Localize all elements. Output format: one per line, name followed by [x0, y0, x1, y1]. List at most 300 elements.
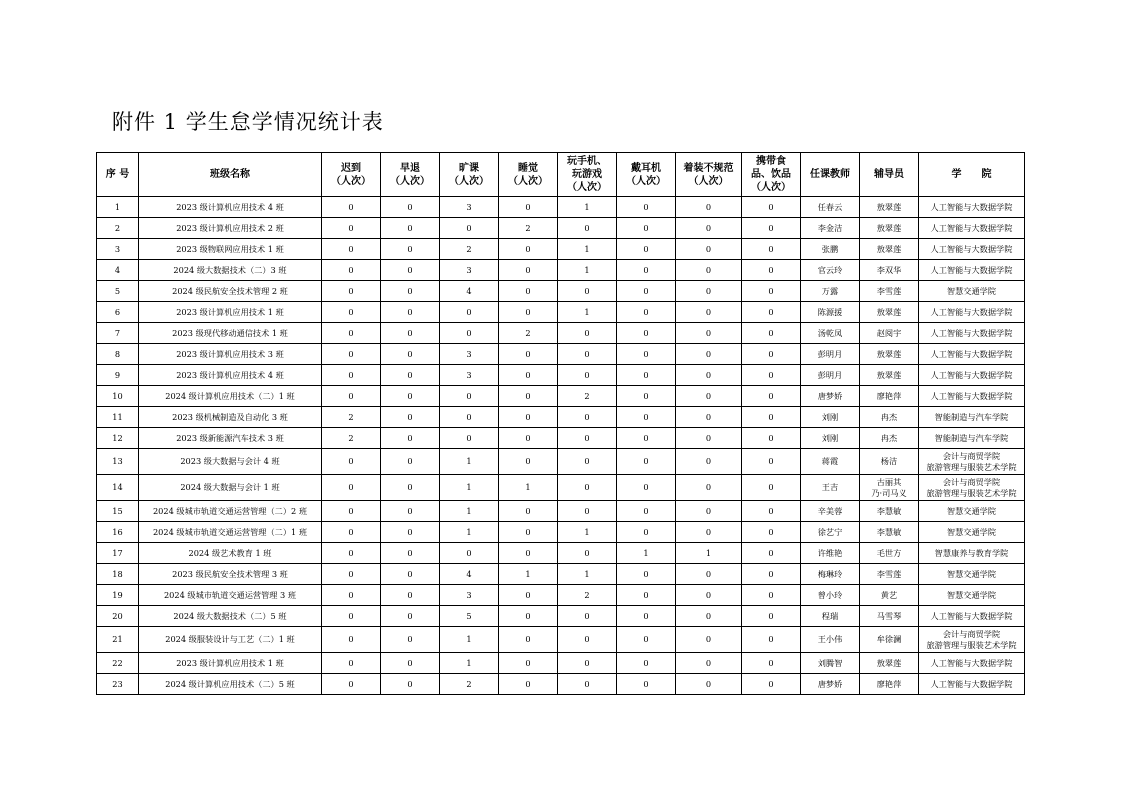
teacher-name: 刘刚 — [801, 407, 860, 428]
leave-early-count: 0 — [381, 449, 440, 475]
row-index: 11 — [97, 407, 139, 428]
class-name: 2024 级城市轨道交通运营管理 3 班 — [139, 585, 322, 606]
truancy-count: 0 — [440, 407, 499, 428]
page-title: 附件 1 学生怠学情况统计表 — [112, 110, 384, 134]
earphones-count: 0 — [617, 386, 676, 407]
row-index: 7 — [97, 323, 139, 344]
table-row — [97, 543, 1025, 564]
header-dress-code: 着装不规范 （人次） — [676, 153, 742, 197]
food-drink-count: 0 — [742, 323, 801, 344]
header-phone-gaming: 玩手机、 玩游戏 （人次） — [558, 153, 617, 197]
row-index: 4 — [97, 260, 139, 281]
phone-gaming-count: 0 — [558, 475, 617, 501]
college-name: 人工智能与大数据学院 — [919, 386, 1025, 407]
late-count: 0 — [322, 501, 381, 522]
leave-early-count: 0 — [381, 260, 440, 281]
earphones-count: 0 — [617, 564, 676, 585]
class-name: 2023 级计算机应用技术 1 班 — [139, 302, 322, 323]
earphones-count: 0 — [617, 627, 676, 653]
table-row — [97, 522, 1025, 543]
absenteeism-table — [96, 152, 1025, 695]
earphones-count: 0 — [617, 302, 676, 323]
leave-early-count: 0 — [381, 653, 440, 674]
leave-early-count: 0 — [381, 239, 440, 260]
table-row — [97, 281, 1025, 302]
counselor-name: 敖翠莲 — [860, 197, 919, 218]
earphones-count: 0 — [617, 344, 676, 365]
table-row — [97, 407, 1025, 428]
truancy-count: 0 — [440, 302, 499, 323]
earphones-count: 0 — [617, 260, 676, 281]
dress-code-count: 0 — [676, 627, 742, 653]
sleeping-count: 0 — [499, 606, 558, 627]
leave-early-count: 0 — [381, 627, 440, 653]
late-count: 0 — [322, 344, 381, 365]
phone-gaming-count: 0 — [558, 449, 617, 475]
sleeping-count: 0 — [499, 407, 558, 428]
college-name: 智能制造与汽车学院 — [919, 428, 1025, 449]
counselor-name: 敖翠莲 — [860, 239, 919, 260]
counselor-name: 牟徐澜 — [860, 627, 919, 653]
late-count: 0 — [322, 449, 381, 475]
dress-code-count: 0 — [676, 428, 742, 449]
header-earphones: 戴耳机 （人次） — [617, 153, 676, 197]
counselor-name: 赵阅宇 — [860, 323, 919, 344]
sleeping-count: 0 — [499, 260, 558, 281]
truancy-count: 0 — [440, 323, 499, 344]
phone-gaming-count: 1 — [558, 564, 617, 585]
late-count: 0 — [322, 564, 381, 585]
food-drink-count: 0 — [742, 564, 801, 585]
college-name: 会计与商贸学院 旅游管理与服装艺术学院 — [919, 449, 1025, 475]
phone-gaming-count: 0 — [558, 281, 617, 302]
truancy-count: 4 — [440, 564, 499, 585]
class-name: 2023 级计算机应用技术 1 班 — [139, 653, 322, 674]
truancy-count: 1 — [440, 501, 499, 522]
earphones-count: 0 — [617, 475, 676, 501]
dress-code-count: 0 — [676, 564, 742, 585]
college-name: 人工智能与大数据学院 — [919, 302, 1025, 323]
food-drink-count: 0 — [742, 302, 801, 323]
food-drink-count: 0 — [742, 428, 801, 449]
sleeping-count: 0 — [499, 386, 558, 407]
row-index: 20 — [97, 606, 139, 627]
dress-code-count: 0 — [676, 344, 742, 365]
food-drink-count: 0 — [742, 197, 801, 218]
leave-early-count: 0 — [381, 501, 440, 522]
sleeping-count: 0 — [499, 449, 558, 475]
teacher-name: 张鹏 — [801, 239, 860, 260]
dress-code-count: 0 — [676, 522, 742, 543]
phone-gaming-count: 1 — [558, 522, 617, 543]
counselor-name: 冉杰 — [860, 407, 919, 428]
food-drink-count: 0 — [742, 543, 801, 564]
header-sleeping: 睡觉 （人次） — [499, 153, 558, 197]
leave-early-count: 0 — [381, 218, 440, 239]
food-drink-count: 0 — [742, 653, 801, 674]
teacher-name: 蒋霞 — [801, 449, 860, 475]
late-count: 0 — [322, 585, 381, 606]
row-index: 21 — [97, 627, 139, 653]
college-name: 智慧交通学院 — [919, 585, 1025, 606]
truancy-count: 2 — [440, 674, 499, 695]
food-drink-count: 0 — [742, 386, 801, 407]
row-index: 13 — [97, 449, 139, 475]
dress-code-count: 0 — [676, 302, 742, 323]
leave-early-count: 0 — [381, 585, 440, 606]
sleeping-count: 0 — [499, 428, 558, 449]
sleeping-count: 0 — [499, 627, 558, 653]
class-name: 2024 级服装设计与工艺（二）1 班 — [139, 627, 322, 653]
phone-gaming-count: 2 — [558, 386, 617, 407]
table-header-row — [97, 153, 1025, 197]
sleeping-count: 0 — [499, 344, 558, 365]
food-drink-count: 0 — [742, 281, 801, 302]
teacher-name: 官云玲 — [801, 260, 860, 281]
table-row — [97, 585, 1025, 606]
truancy-count: 0 — [440, 543, 499, 564]
food-drink-count: 0 — [742, 674, 801, 695]
leave-early-count: 0 — [381, 522, 440, 543]
class-name: 2023 级计算机应用技术 4 班 — [139, 197, 322, 218]
counselor-name: 冉杰 — [860, 428, 919, 449]
counselor-name: 敖翠莲 — [860, 218, 919, 239]
truancy-count: 3 — [440, 197, 499, 218]
table-row — [97, 386, 1025, 407]
table-row — [97, 260, 1025, 281]
row-index: 8 — [97, 344, 139, 365]
counselor-name: 敖翠莲 — [860, 365, 919, 386]
leave-early-count: 0 — [381, 606, 440, 627]
table-row — [97, 239, 1025, 260]
food-drink-count: 0 — [742, 585, 801, 606]
leave-early-count: 0 — [381, 197, 440, 218]
dress-code-count: 0 — [676, 239, 742, 260]
teacher-name: 程瑞 — [801, 606, 860, 627]
header-leave-early: 早退 （人次） — [381, 153, 440, 197]
teacher-name: 王吉 — [801, 475, 860, 501]
teacher-name: 徐艺宁 — [801, 522, 860, 543]
counselor-name: 廖艳萍 — [860, 386, 919, 407]
teacher-name: 唐梦娇 — [801, 674, 860, 695]
late-count: 0 — [322, 365, 381, 386]
class-name: 2023 级计算机应用技术 3 班 — [139, 344, 322, 365]
teacher-name: 王小伟 — [801, 627, 860, 653]
phone-gaming-count: 0 — [558, 365, 617, 386]
college-name: 智慧康养与教育学院 — [919, 543, 1025, 564]
dress-code-count: 0 — [676, 585, 742, 606]
teacher-name: 刘腾智 — [801, 653, 860, 674]
truancy-count: 1 — [440, 627, 499, 653]
row-index: 2 — [97, 218, 139, 239]
leave-early-count: 0 — [381, 386, 440, 407]
food-drink-count: 0 — [742, 522, 801, 543]
phone-gaming-count: 0 — [558, 344, 617, 365]
class-name: 2023 级民航安全技术管理 3 班 — [139, 564, 322, 585]
counselor-name: 廖艳萍 — [860, 674, 919, 695]
phone-gaming-count: 0 — [558, 501, 617, 522]
teacher-name: 陈源援 — [801, 302, 860, 323]
row-index: 19 — [97, 585, 139, 606]
teacher-name: 辛美蓉 — [801, 501, 860, 522]
sleeping-count: 1 — [499, 564, 558, 585]
header-truancy: 旷课 （人次） — [440, 153, 499, 197]
food-drink-count: 0 — [742, 365, 801, 386]
table-row — [97, 323, 1025, 344]
earphones-count: 0 — [617, 365, 676, 386]
dress-code-count: 0 — [676, 606, 742, 627]
late-count: 0 — [322, 323, 381, 344]
counselor-name: 马雪琴 — [860, 606, 919, 627]
teacher-name: 许维艳 — [801, 543, 860, 564]
row-index: 10 — [97, 386, 139, 407]
food-drink-count: 0 — [742, 407, 801, 428]
sleeping-count: 0 — [499, 585, 558, 606]
teacher-name: 梅琳玲 — [801, 564, 860, 585]
class-name: 2023 级计算机应用技术 4 班 — [139, 365, 322, 386]
class-name: 2023 级现代移动通信技术 1 班 — [139, 323, 322, 344]
food-drink-count: 0 — [742, 260, 801, 281]
phone-gaming-count: 0 — [558, 407, 617, 428]
late-count: 2 — [322, 407, 381, 428]
truancy-count: 3 — [440, 344, 499, 365]
class-name: 2023 级计算机应用技术 2 班 — [139, 218, 322, 239]
teacher-name: 唐梦娇 — [801, 386, 860, 407]
food-drink-count: 0 — [742, 344, 801, 365]
earphones-count: 0 — [617, 218, 676, 239]
row-index: 18 — [97, 564, 139, 585]
phone-gaming-count: 1 — [558, 302, 617, 323]
earphones-count: 0 — [617, 239, 676, 260]
leave-early-count: 0 — [381, 475, 440, 501]
late-count: 0 — [322, 606, 381, 627]
late-count: 0 — [322, 674, 381, 695]
college-name: 人工智能与大数据学院 — [919, 606, 1025, 627]
counselor-name: 敖翠莲 — [860, 653, 919, 674]
row-index: 17 — [97, 543, 139, 564]
counselor-name: 敖翠莲 — [860, 302, 919, 323]
sleeping-count: 0 — [499, 302, 558, 323]
leave-early-count: 0 — [381, 365, 440, 386]
food-drink-count: 0 — [742, 449, 801, 475]
dress-code-count: 0 — [676, 218, 742, 239]
truancy-count: 4 — [440, 281, 499, 302]
dress-code-count: 0 — [676, 281, 742, 302]
table-row — [97, 344, 1025, 365]
dress-code-count: 0 — [676, 407, 742, 428]
row-index: 9 — [97, 365, 139, 386]
table-body — [97, 197, 1025, 695]
leave-early-count: 0 — [381, 543, 440, 564]
earphones-count: 0 — [617, 197, 676, 218]
phone-gaming-count: 0 — [558, 323, 617, 344]
truancy-count: 0 — [440, 428, 499, 449]
leave-early-count: 0 — [381, 302, 440, 323]
row-index: 16 — [97, 522, 139, 543]
truancy-count: 0 — [440, 218, 499, 239]
college-name: 智慧交通学院 — [919, 281, 1025, 302]
truancy-count: 1 — [440, 449, 499, 475]
table-row — [97, 197, 1025, 218]
college-name: 人工智能与大数据学院 — [919, 344, 1025, 365]
class-name: 2024 级大数据技术（二）3 班 — [139, 260, 322, 281]
teacher-name: 曾小玲 — [801, 585, 860, 606]
phone-gaming-count: 1 — [558, 239, 617, 260]
table-row — [97, 564, 1025, 585]
counselor-name: 李双华 — [860, 260, 919, 281]
row-index: 5 — [97, 281, 139, 302]
leave-early-count: 0 — [381, 281, 440, 302]
earphones-count: 0 — [617, 522, 676, 543]
sleeping-count: 1 — [499, 475, 558, 501]
class-name: 2024 级计算机应用技术（二）5 班 — [139, 674, 322, 695]
sleeping-count: 0 — [499, 543, 558, 564]
earphones-count: 1 — [617, 543, 676, 564]
dress-code-count: 0 — [676, 323, 742, 344]
counselor-name: 敖翠莲 — [860, 344, 919, 365]
food-drink-count: 0 — [742, 501, 801, 522]
food-drink-count: 0 — [742, 239, 801, 260]
truancy-count: 5 — [440, 606, 499, 627]
table-row — [97, 218, 1025, 239]
phone-gaming-count: 1 — [558, 260, 617, 281]
truancy-count: 1 — [440, 653, 499, 674]
class-name: 2024 级艺术教育 1 班 — [139, 543, 322, 564]
phone-gaming-count: 0 — [558, 218, 617, 239]
counselor-name: 古丽其 乃·司马义 — [860, 475, 919, 501]
header-index: 序 号 — [97, 153, 139, 197]
sleeping-count: 2 — [499, 323, 558, 344]
late-count: 0 — [322, 239, 381, 260]
counselor-name: 李慧敏 — [860, 501, 919, 522]
dress-code-count: 0 — [676, 365, 742, 386]
late-count: 0 — [322, 522, 381, 543]
counselor-name: 杨洁 — [860, 449, 919, 475]
leave-early-count: 0 — [381, 323, 440, 344]
late-count: 0 — [322, 197, 381, 218]
dress-code-count: 0 — [676, 197, 742, 218]
earphones-count: 0 — [617, 323, 676, 344]
row-index: 22 — [97, 653, 139, 674]
table-row — [97, 365, 1025, 386]
row-index: 23 — [97, 674, 139, 695]
sleeping-count: 0 — [499, 522, 558, 543]
college-name: 人工智能与大数据学院 — [919, 260, 1025, 281]
counselor-name: 毛世方 — [860, 543, 919, 564]
header-counselor: 辅导员 — [860, 153, 919, 197]
table-row — [97, 475, 1025, 501]
teacher-name: 万露 — [801, 281, 860, 302]
college-name: 人工智能与大数据学院 — [919, 653, 1025, 674]
truancy-count: 1 — [440, 475, 499, 501]
college-name: 人工智能与大数据学院 — [919, 218, 1025, 239]
class-name: 2024 级民航安全技术管理 2 班 — [139, 281, 322, 302]
earphones-count: 0 — [617, 449, 676, 475]
sleeping-count: 0 — [499, 365, 558, 386]
teacher-name: 刘刚 — [801, 428, 860, 449]
late-count: 0 — [322, 260, 381, 281]
truancy-count: 0 — [440, 386, 499, 407]
phone-gaming-count: 1 — [558, 197, 617, 218]
teacher-name: 汤乾凤 — [801, 323, 860, 344]
table-row — [97, 302, 1025, 323]
leave-early-count: 0 — [381, 407, 440, 428]
teacher-name: 彭明月 — [801, 365, 860, 386]
earphones-count: 0 — [617, 501, 676, 522]
truancy-count: 3 — [440, 365, 499, 386]
phone-gaming-count: 2 — [558, 585, 617, 606]
header-teacher: 任课教师 — [801, 153, 860, 197]
row-index: 6 — [97, 302, 139, 323]
phone-gaming-count: 0 — [558, 543, 617, 564]
table-row — [97, 653, 1025, 674]
college-name: 人工智能与大数据学院 — [919, 365, 1025, 386]
late-count: 0 — [322, 281, 381, 302]
row-index: 14 — [97, 475, 139, 501]
counselor-name: 李雪莲 — [860, 281, 919, 302]
dress-code-count: 0 — [676, 260, 742, 281]
table-row — [97, 606, 1025, 627]
class-name: 2023 级大数据与会计 4 班 — [139, 449, 322, 475]
college-name: 人工智能与大数据学院 — [919, 323, 1025, 344]
truancy-count: 1 — [440, 522, 499, 543]
earphones-count: 0 — [617, 428, 676, 449]
sleeping-count: 0 — [499, 674, 558, 695]
counselor-name: 李雪莲 — [860, 564, 919, 585]
sleeping-count: 0 — [499, 197, 558, 218]
row-index: 15 — [97, 501, 139, 522]
class-name: 2023 级机械制造及自动化 3 班 — [139, 407, 322, 428]
earphones-count: 0 — [617, 281, 676, 302]
college-name: 人工智能与大数据学院 — [919, 674, 1025, 695]
college-name: 会计与商贸学院 旅游管理与服装艺术学院 — [919, 627, 1025, 653]
earphones-count: 0 — [617, 674, 676, 695]
sleeping-count: 0 — [499, 281, 558, 302]
dress-code-count: 0 — [676, 653, 742, 674]
truancy-count: 3 — [440, 260, 499, 281]
late-count: 2 — [322, 428, 381, 449]
earphones-count: 0 — [617, 407, 676, 428]
late-count: 0 — [322, 653, 381, 674]
header-late: 迟到 （人次） — [322, 153, 381, 197]
teacher-name: 任春云 — [801, 197, 860, 218]
class-name: 2024 级大数据与会计 1 班 — [139, 475, 322, 501]
food-drink-count: 0 — [742, 475, 801, 501]
class-name: 2024 级城市轨道交通运营管理（二）1 班 — [139, 522, 322, 543]
late-count: 0 — [322, 627, 381, 653]
row-index: 3 — [97, 239, 139, 260]
sleeping-count: 2 — [499, 218, 558, 239]
row-index: 1 — [97, 197, 139, 218]
college-name: 智慧交通学院 — [919, 522, 1025, 543]
class-name: 2024 级计算机应用技术（二）1 班 — [139, 386, 322, 407]
header-food-drink: 携带食 品、饮品 （人次） — [742, 153, 801, 197]
sleeping-count: 0 — [499, 239, 558, 260]
dress-code-count: 0 — [676, 386, 742, 407]
table-row — [97, 449, 1025, 475]
earphones-count: 0 — [617, 585, 676, 606]
late-count: 0 — [322, 218, 381, 239]
phone-gaming-count: 0 — [558, 653, 617, 674]
header-class-name: 班级名称 — [139, 153, 322, 197]
sleeping-count: 0 — [499, 501, 558, 522]
earphones-count: 0 — [617, 653, 676, 674]
class-name: 2023 级新能源汽车技术 3 班 — [139, 428, 322, 449]
leave-early-count: 0 — [381, 674, 440, 695]
sleeping-count: 0 — [499, 653, 558, 674]
counselor-name: 黄艺 — [860, 585, 919, 606]
late-count: 0 — [322, 386, 381, 407]
